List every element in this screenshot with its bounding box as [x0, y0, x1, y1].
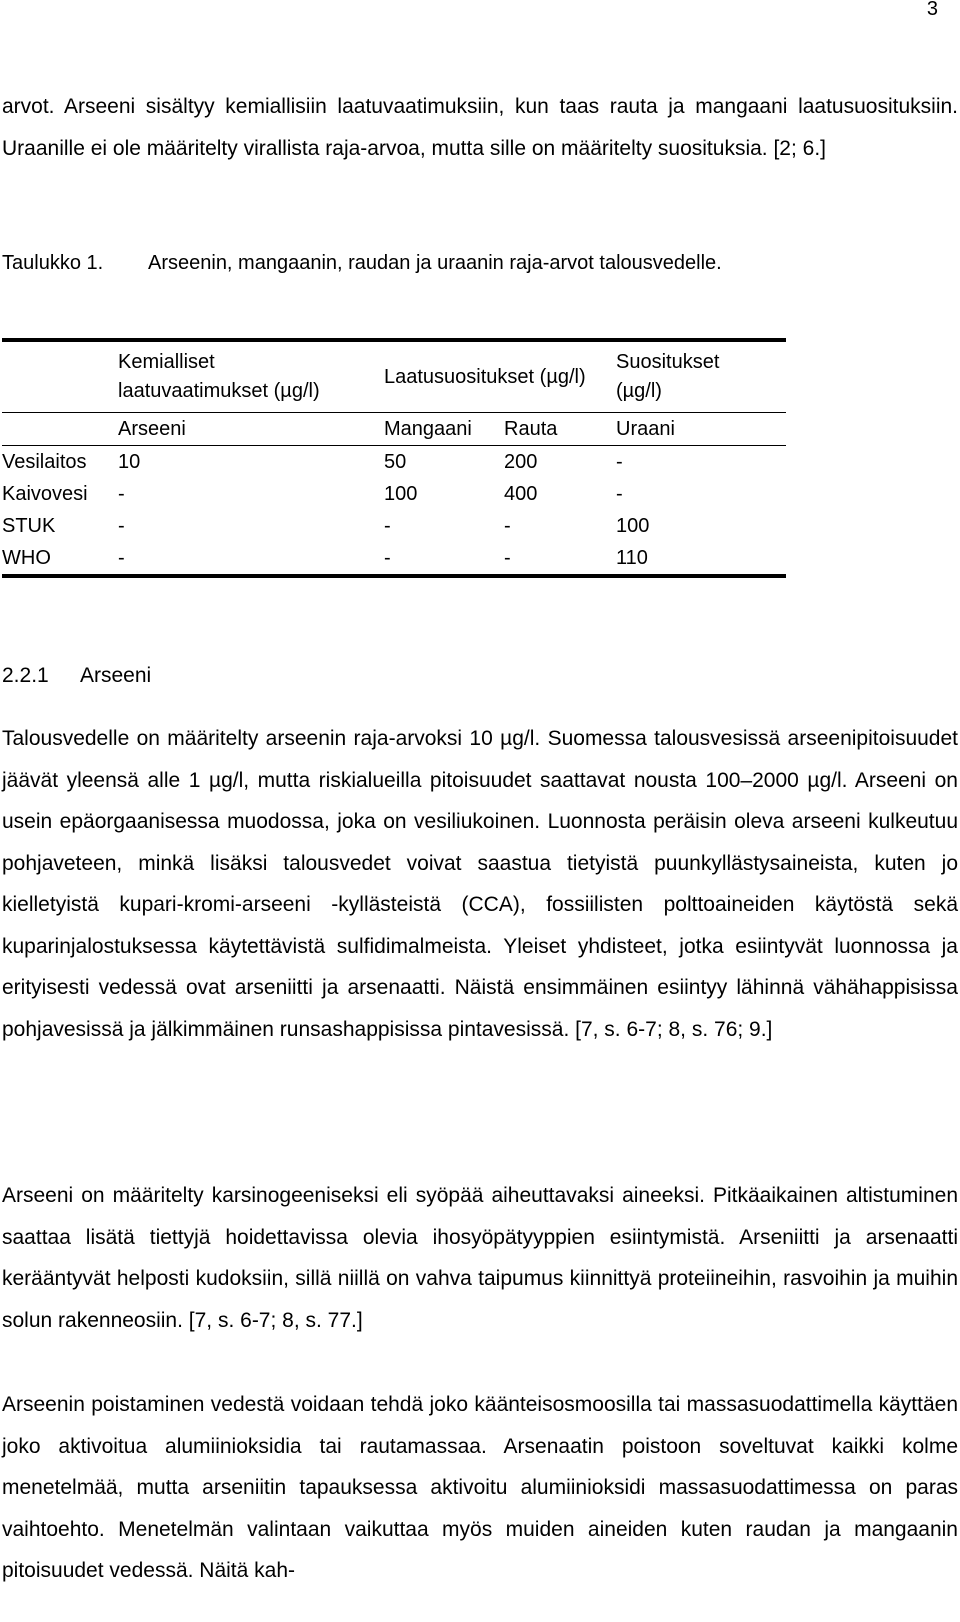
- header-recommendations: [616, 340, 786, 413]
- cell-arsenic: -: [118, 514, 125, 537]
- cell-uranium: 100: [616, 514, 650, 537]
- cell-uranium: -: [616, 482, 623, 505]
- cell-uranium: 110: [616, 542, 786, 576]
- cell-manganese: 100: [384, 482, 418, 505]
- table-caption-text: Arseenin, mangaanin, raudan ja uraanin raja-arvot talousvedelle.: [148, 252, 722, 274]
- header-manganese: Mangaani: [384, 413, 504, 446]
- intro-paragraph: arvot. Arseeni sisältyy kemiallisiin laatuvaatimuksiin, kun taas rauta ja mangaani laatusuosituksiin. Uraanille ei ole määritelty virallista raja-arvoa, mutta sille on määritelty suosituksia. [2; 6.]: [2, 95, 958, 160]
- cell-arsenic: -: [118, 542, 384, 576]
- table-row: [2, 510, 786, 542]
- table-element-header-row: [2, 413, 786, 446]
- table-corner-cell: [2, 340, 118, 413]
- row-source: Vesilaitos: [2, 450, 87, 473]
- row-source: WHO: [2, 542, 118, 576]
- cell-manganese: 50: [384, 450, 407, 473]
- row-source: Kaivovesi: [2, 482, 88, 505]
- cell-uranium: -: [616, 450, 623, 473]
- header-quality-recommendations: Laatusuositukset (µg/l): [384, 340, 616, 413]
- cell-arsenic: -: [118, 482, 125, 505]
- cell-iron: -: [504, 514, 511, 537]
- table-caption-label: Taulukko 1.: [2, 252, 104, 274]
- header-uranium: Uraani: [616, 413, 786, 446]
- header-quality-requirements-label: Kemialliset laatuvaatimukset (µg/l): [118, 351, 320, 402]
- cell-iron: 200: [504, 450, 538, 473]
- body-paragraph: Arseenin poistaminen vedestä voidaan tehdä joko käänteisosmoosilla tai massasuodattimella käyttäen joko aktivoitua alumiinioksidia tai rautamassaa. Arsenaatin poistoon soveltuvat kaikki kolme menetelmää, mutta arseniitin tapauksessa aktivoitu alumiinioksidi massasuodattimessa on paras vaihtoehto. Menetelmän valintaan vaikuttaa myös muiden aineiden kuten raudan ja mangaanin pitoisuudet vedessä. Näitä kah-: [2, 1393, 958, 1582]
- cell-iron: 400: [504, 482, 538, 505]
- body-paragraph: Talousvedelle on määritelty arseenin raja-arvoksi 10 µg/l. Suomessa talousvesissä arseenipitoisuudet jäävät yleensä alle 1 µg/l, mutta riskialueilla pitoisuudet saattavat nousta 100–2000 µg/l. Arseeni on usein epäorgaanisessa muodossa, joka on vesiliukoinen. Luonnosta peräisin oleva arseeni kulkeutuu pohjaveteen, minkä lisäksi talousvedet voivat saastua tietyistä puunkyllästysaineista, kuten jo kielletyistä kupari-kromi-arseeni -kyllästeistä (CCA), fossiilisten polttoaineiden käytöstä sekä kuparinjalostuksessa käytettävistä sulfidimalmeista. Yleiset yhdisteet, jotka esiintyvät luonnossa ja erityisesti vedessä ovat arseniitti ja arsenaatti. Näistä ensimmäinen esiintyy lähinnä vähähappisissa pohjavesissä ja jälkimmäinen runsashappisissa pintavesissä. [7, s. 6-7; 8, s. 76; 9.]: [2, 727, 958, 1041]
- table-caption: [2, 252, 722, 275]
- table-row: [2, 446, 786, 479]
- page-number: 3: [926, 0, 938, 20]
- table-element-corner: [2, 413, 118, 446]
- section-heading: [2, 664, 151, 688]
- cell-manganese: -: [384, 514, 391, 537]
- cell-manganese: -: [384, 542, 504, 576]
- header-iron: Rauta: [504, 413, 616, 446]
- row-source: STUK: [2, 514, 56, 537]
- table-row: [2, 478, 786, 510]
- section-number: 2.2.1: [2, 664, 49, 687]
- table-group-header-row: [2, 340, 786, 413]
- cell-arsenic: 10: [118, 450, 141, 473]
- header-arsenic: Arseeni: [118, 413, 384, 446]
- header-quality-requirements: [118, 340, 384, 413]
- limits-table: [2, 338, 786, 578]
- section-title: Arseeni: [80, 664, 152, 687]
- cell-iron: -: [504, 542, 616, 576]
- header-recommendations-label: Suositukset (µg/l): [616, 351, 720, 402]
- body-paragraph: Arseeni on määritelty karsinogeeniseksi eli syöpää aiheuttavaksi aineeksi. Pitkäaikainen altistuminen saattaa lisätä tiettyjä hoidettavissa olevia ihosyöpätyyppien esiintymistä. Arseniitti ja arsenaatti kerääntyvät helposti kudoksiin, sillä niillä on vahva taipumus kiinnittyä proteiineihin, rasvoihin ja muihin solun rakenneosiin. [7, s. 6-7; 8, s. 77.]: [2, 1184, 958, 1332]
- table-row: [2, 542, 786, 576]
